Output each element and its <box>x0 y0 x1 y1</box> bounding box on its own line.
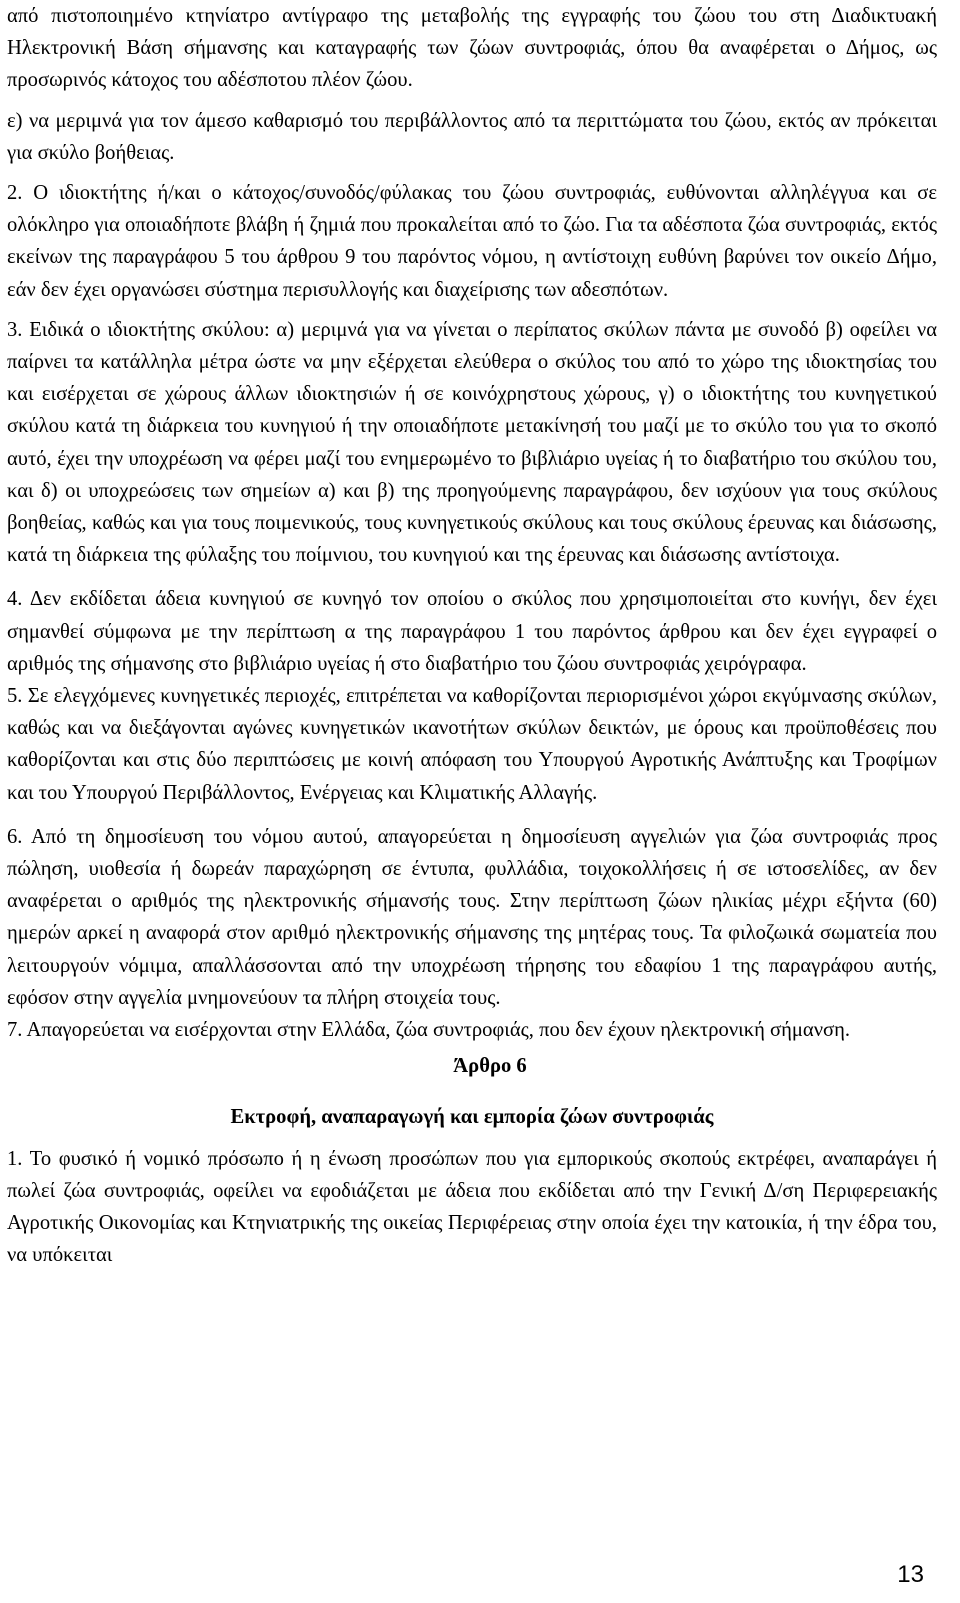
page-number: 13 <box>897 1561 924 1588</box>
article-number-heading: Άρθρο 6 <box>453 1055 527 1078</box>
document-page <box>7 0 937 1272</box>
paragraph-6: 6. Από τη δημοσίευση του νόμου αυτού, απαγορεύεται η δημοσίευση αγγελιών για ζώα συντροφιάς προς πώληση, υιοθεσία ή δωρεάν παραχώρηση σε έντυπα, φυλλάδια, τοιχοκολλήσεις ή σε ιστοσελίδες, αν δεν αναφέρεται ο αριθμός της ηλεκτρονικής σήμανσής τους. Στην περίπτωση ζώων ηλικίας μέχρι εξήντα (60) ημερών αρκεί η αναφορά στον αριθμό ηλεκτρονικής σήμανσης της μητέρας τους. Τα φιλοζωικά σωματεία που λειτουργούν νόμιμα, απαλλάσσονται από την υποχρέωση τήρησης του εδαφίου 1 της παραγράφου αυτής, εφόσον στην αγγελία μνημονεύουν τα πλήρη στοιχεία τους. <box>7 825 937 1009</box>
article-6-paragraph-1: 1. Το φυσικό ή νομικό πρόσωπο ή η ένωση προσώπων που για εμπορικούς σκοπούς εκτρέφει, αναπαράγει ή πωλεί ζώα συντροφιάς, οφείλει να εφοδιάζεται με άδεια που εκδίδεται από την Γενική Δ/ση Περιφερειακής Αγροτικής Οικονομίας και Κτηνιατρικής της οικείας Περιφέρειας στην οποία έχει την κατοικία, ή την έδρα του, να υπόκειται <box>7 1147 937 1267</box>
article-title-heading: Εκτροφή, αναπαραγωγή και εμπορία ζώων συντροφιάς <box>230 1105 714 1128</box>
paragraph-5: 5. Σε ελεγχόμενες κυνηγετικές περιοχές, επιτρέπεται να καθορίζονται περιορισμένοι χώροι εκγύμνασης σκύλων, καθώς και να διεξάγονται αγώνες κυνηγετικών ικανοτήτων σκύλων δεικτών, με όρους και προϋποθέσεις που καθορίζονται και στις δύο περιπτώσεις με κοινή απόφαση του Υπουργού Αγροτικής Ανάπτυξης και Τροφίμων και του Υπουργού Περιβάλλοντος, Ενέργειας και Κλιματικής Αλλαγής. <box>7 685 937 804</box>
paragraph-3: 3. Ειδικά ο ιδιοκτήτης σκύλου: α) μεριμνά για να γίνεται ο περίπατος σκύλων πάντα με συνοδό β) οφείλει να παίρνει τα κατάλληλα μέτρα ώστε να μην εξέρχεται ελεύθερα ο σκύλος του από το χώρο της ιδιοκτησίας του και εισέρχεται σε χώρους άλλων ιδιοκτησιών ή σε κοινόχρηστους χώρους, γ) ο ιδιοκτήτης του κυνηγετικού σκύλου κατά τη διάρκεια του κυνηγιού ή την οποιαδήποτε μετακίνησή του μαζί με το σκύλο του για το σκοπό αυτό, έχει την υποχρέωση να φέρει μαζί του ενημερωμένο το βιβλιάριο υγείας ή το διαβατήριο του σκύλου του, και δ) οι υποχρεώσεις των σημείων α) και β) της προηγούμενης παραγράφου, δεν ισχύουν για τους σκύλους βοηθείας, καθώς και για τους ποιμενικούς, τους κυνηγετικούς σκύλους και τους σκύλους έρευνας και διάσωσης, κατά τη διάρκεια της φύλαξης του ποίμνιου, του κυνηγιού και της έρευνας και διάσωσης αντίστοιχα. <box>7 318 937 567</box>
paragraph-7: 7. Απαγορεύεται να εισέρχονται στην Ελλάδα, ζώα συντροφιάς, που δεν έχουν ηλεκτρονική σήμανση. <box>7 1019 851 1042</box>
paragraph-4: 4. Δεν εκδίδεται άδεια κυνηγιού σε κυνηγό τον οποίου ο σκύλος που χρησιμοποιείται στο κυνήγι, δεν έχει σημανθεί σύμφωνα με την περίπτωση α της παραγράφου 1 του παρόντος άρθρου και δεν έχει εγγραφεί ο αριθμός της σήμανσης στο βιβλιάριο υγείας ή στο διαβατήριο του ζώου συντροφιάς χειρόγραφα. <box>7 588 937 675</box>
paragraph-item-e: ε) να μεριμνά για τον άμεσο καθαρισμό του περιβάλλοντος από τα περιττώματα του ζώου, εκτός αν πρόκειται για σκύλο βοήθειας. <box>7 109 937 164</box>
paragraph-continuation: από πιστοποιημένο κτηνίατρο αντίγραφο της μεταβολής της εγγραφής του ζώου του στη Διαδικτυακή Ηλεκτρονική Βάση σήμανσης και καταγραφής των ζώων συντροφιάς, όπου θα αναφέρεται ο Δήμος, ως προσωρινός κάτοχος του αδέσποτου πλέον ζώου. <box>7 5 937 92</box>
paragraph-2: 2. Ο ιδιοκτήτης ή/και ο κάτοχος/συνοδός/φύλακας του ζώου συντροφιάς, ευθύνονται αλληλέγγυα και σε ολόκληρο για οποιαδήποτε βλάβη ή ζημιά που προκαλείται από το ζώο. Για τα αδέσποτα ζώα συντροφιάς, εκτός εκείνων της παραγράφου 5 του άρθρου 9 του παρόντος νόμου, η αντίστοιχη ευθύνη βαρύνει τον οικείο Δήμο, εάν δεν έχει οργανώσει σύστημα περισυλλογής και διαχείρισης των αδεσπότων. <box>7 182 937 301</box>
